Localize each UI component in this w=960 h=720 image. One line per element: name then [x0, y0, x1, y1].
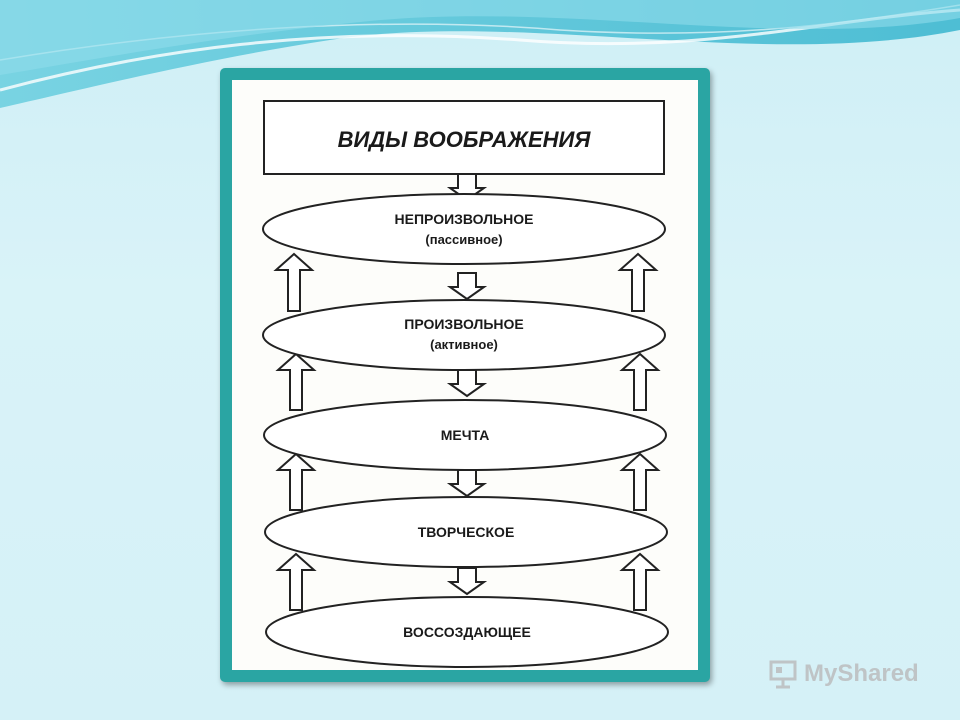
node-dream-label: МЕЧТА — [440, 427, 490, 443]
down-arrow-4 — [450, 470, 484, 496]
down-arrow-5 — [450, 568, 484, 594]
title-box — [264, 101, 664, 174]
node-voluntary — [263, 300, 665, 370]
up-arrow-right-1 — [620, 254, 656, 311]
node-involuntary-sublabel: (пассивное) — [425, 232, 503, 247]
down-arrow-3 — [450, 370, 484, 396]
up-arrow-left-1 — [276, 254, 312, 311]
node-involuntary-label: НЕПРОИЗВОЛЬНОЕ — [394, 211, 534, 227]
diagram-paper — [232, 80, 698, 670]
node-recreative — [266, 597, 668, 667]
myshared-watermark — [768, 656, 919, 692]
up-arrow-right-4 — [622, 554, 658, 610]
node-voluntary-label: ПРОИЗВОЛЬНОЕ — [404, 316, 524, 332]
node-recreative-label: ВОССОЗДАЮЩЕЕ — [403, 624, 531, 640]
up-arrow-left-3 — [278, 454, 314, 510]
down-arrow-2 — [450, 273, 484, 299]
diagram-title: ВИДЫ ВООБРАЖЕНИЯ — [337, 127, 591, 152]
node-creative — [265, 497, 667, 567]
diagram-card — [220, 68, 710, 682]
node-involuntary — [263, 194, 665, 264]
watermark-text: MyShared — [804, 660, 919, 687]
node-creative-label: ТВОРЧЕСКОЕ — [417, 524, 515, 540]
up-arrow-right-3 — [622, 454, 658, 510]
node-voluntary-sublabel: (активное) — [430, 337, 498, 352]
imagination-types-diagram — [232, 80, 698, 670]
up-arrow-right-2 — [622, 354, 658, 410]
node-dream — [264, 400, 666, 470]
up-arrow-left-4 — [278, 554, 314, 610]
up-arrow-left-2 — [278, 354, 314, 410]
presentation-board-icon — [768, 659, 798, 689]
